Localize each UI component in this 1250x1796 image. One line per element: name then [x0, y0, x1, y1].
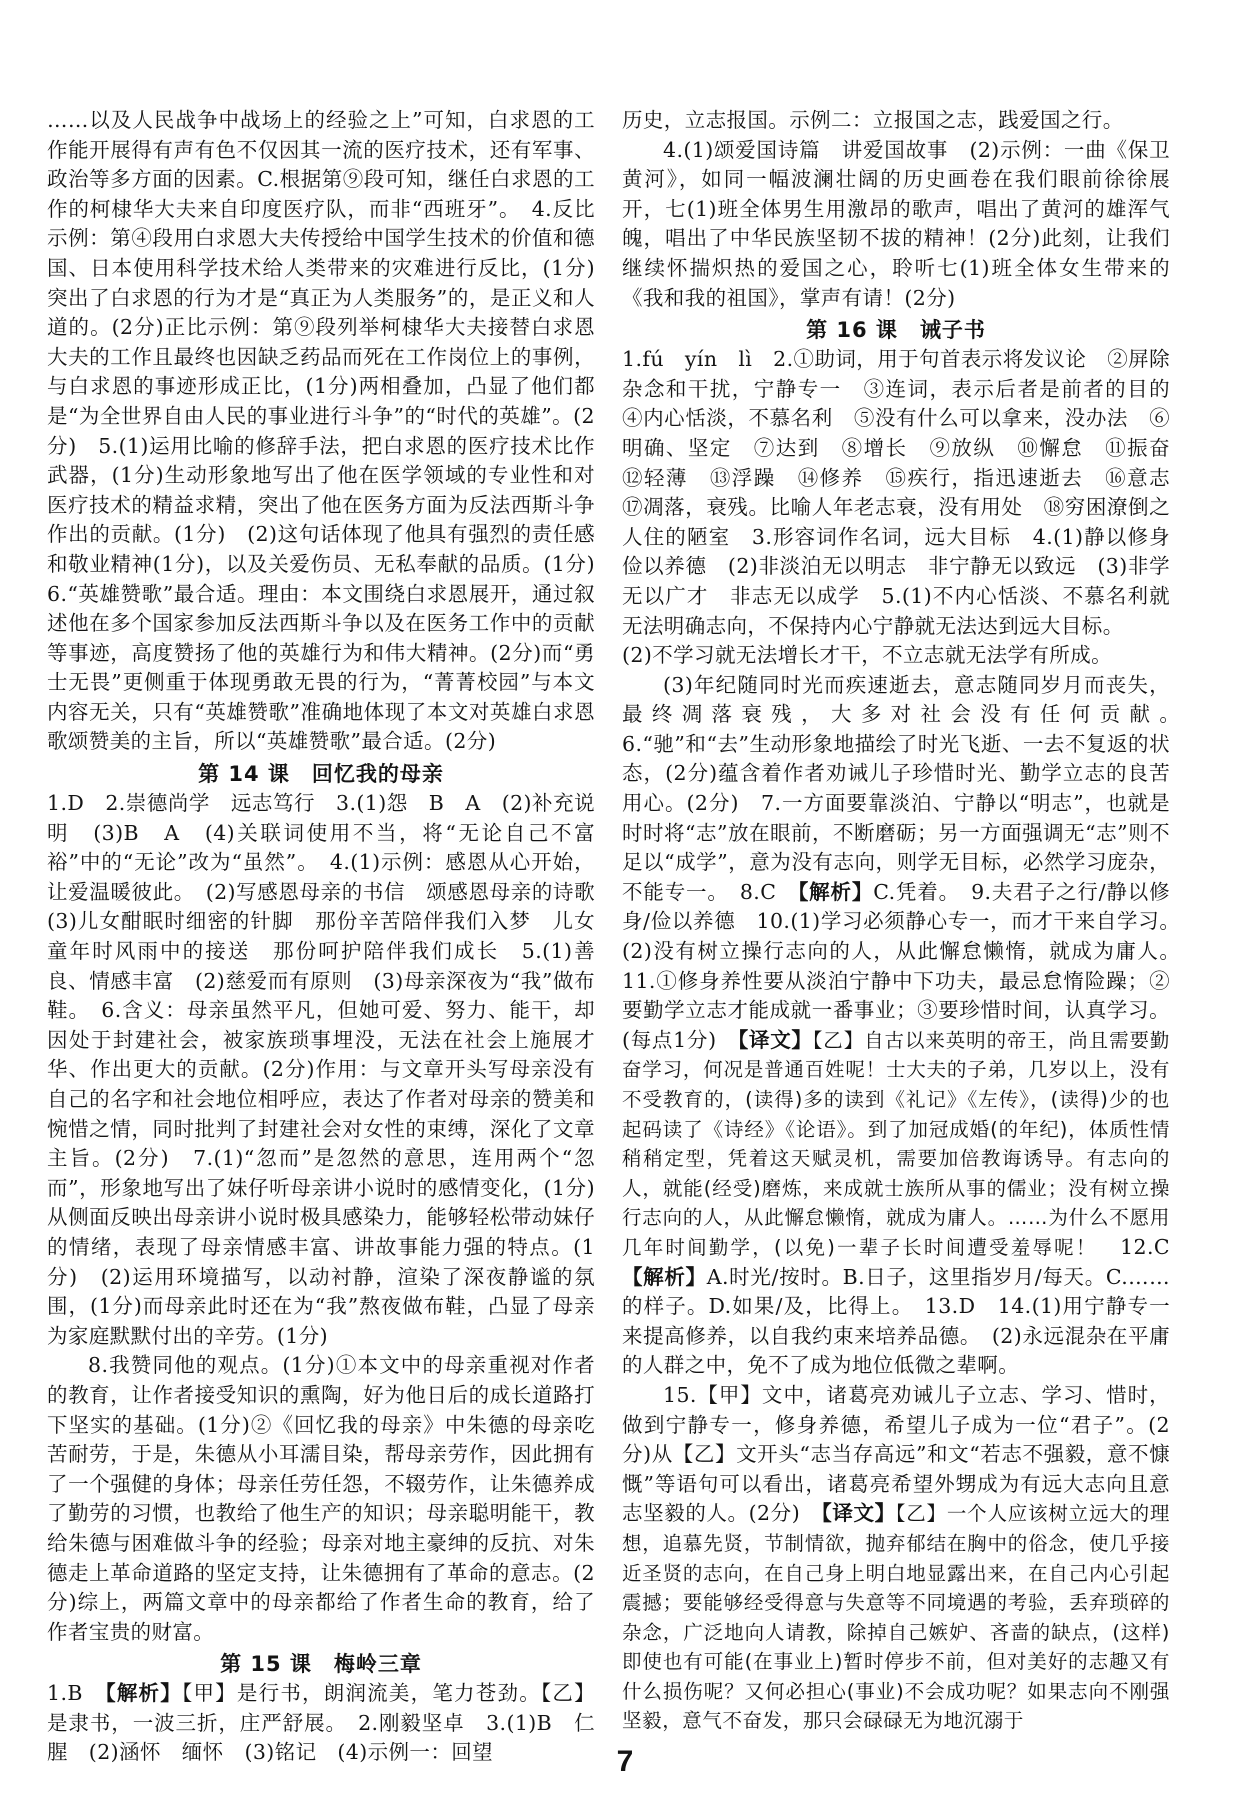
answer-text: A.时光/按时。B.日子，这里指岁月/每天。C.……的样子。D.如果/及，比得上。 13.D 14.(1)用宁静专一来提高修养，以自我约束来培养品德。 (2)永远混杂在平庸的人群之中，免不了成为地位低微之辈啊。 [622, 1264, 1170, 1378]
analysis-tag: 【解析】 [798, 879, 874, 904]
answer-text: C.凭着。 9.夫君子之行/静以修身/俭以养德 10.(1)学习必须静心专一，而才干来自学习。 (2)没有树立操行志向的人，从此懈怠懒惰，就成为庸人。 11.①修身养性要从淡泊宁静中下功夫，最忌怠惰险躁；②要勤学立志才能成就一番事业；③要珍惜时间，认真学习。(每点1分) [622, 879, 1191, 1052]
right-column [622, 106, 1191, 1736]
answer-text: 12.C [1097, 1234, 1191, 1259]
answer-paragraph: 1.fú yín lì 2.①助词，用于句首表示将发议论 ②屏除杂念和干扰，宁静专一 ③连词，表示后者是前者的目的 ④内心恬淡，不慕名利 ⑤没有什么可以拿来，没办法 ⑥明确、坚定 ⑦达到 ⑧增长 ⑨放纵 ⑩懈怠 ⑪振奋 ⑫轻薄 ⑬浮躁 ⑭修养 ⑮疾行，指迅速逝去 ⑯意志 ⑰凋落，衰残。比喻人年老志衰，没有用处 ⑱穷困潦倒之人住的陋室 3.形容词作名词，远大目标 4.(1)静以修身 俭以养德 (2)非淡泊无以明志 非宁静无以致远 (3)非学无以广才 非志无以成学 5.(1)不内心恬淡、不慕名利就无法明确志向，不保持内心宁静就无法达到远大目标。 [622, 347, 1191, 638]
translation-text: 【乙】自古以来英明的帝王，尚且需要勤奋学习，何况是普通百姓呢！士大夫的子弟，几岁以上，没有不受教育的，(读得)多的读到《礼记》《左传》，(读得)少的也起码读了《诗经》《论语》。到了加冠成婚(的年纪)，体质性情稍稍定型，凭着这天赋灵机，需要加倍教诲诱导。有志向的人，就能(经受)磨炼，来成就士族所从事的儒业；没有树立操行志向的人，从此懈怠懒惰，就成为庸人。……为什么不愿用几年时间勤学，(以免)一辈子长时间遭受羞辱呢！ [622, 1028, 1170, 1259]
lesson-16-heading: 第 16 课 诫子书 [806, 318, 986, 343]
answer-paragraph: 4.(1)颂爱国诗篇 讲爱国故事 (2)示例：一曲《保卫黄河》，如同一幅波澜壮阔的历史画卷在我们眼前徐徐展开，七(1)班全体男生用激昂的歌声，唱出了黄河的雄浑气魄，唱出了中华民族坚韧不拔的精神！(2分)此刻，让我们继续怀揣炽热的爱国之心，聆听七(1)班全体女生带来的《我和我的祖国》，掌声有请！(2分) [622, 137, 1170, 310]
answer-paragraph: 1.D 2.崇德尚学 远志笃行 3.(1)怨 B A (2)补充说明 (3)B A (4)关联词使用不当，将“无论自己不富裕”中的“无论”改为“虽然”。 4.(1)示例：感恩从心开始，让爱温暖彼此。 (2)写感恩母亲的书信 颂感恩母亲的诗歌 (3)儿女酣眠时细密的针脚 那份辛苦陪伴我们入梦 儿女童年时风雨中的接送 那份呵护陪伴我们成长 5.(1)善良、情感丰富 (2)慈爱而有原则 (3)母亲深夜为“我”做布鞋。 6.含义：母亲虽然平凡，但她可爱、努力、能干，却因处于封建社会，被家族琐事埋没，无法在社会上施展才华、作出更大的贡献。(2分)作用：与文章开头写母亲没有自己的名字和社会地位相呼应，表达了作者对母亲的赞美和惋惜之情，同时批判了封建社会对女性的束缚，深化了文章主旨。(2分) 7.(1)“忽而”是忽然的意思，连用两个“忽而”，形象地写出了妹仔听母亲讲小说时的感情变化，(1分)从侧面反映出母亲讲小说时极具感染力，能够轻松带动妹仔的情绪，表现了母亲情感丰富、讲故事能力强的特点。(1分) (2)运用环境描写，以动衬静，渲染了深夜静谧的氛围，(1分)而母亲此时还在为“我”熬夜做布鞋，凸显了母亲为家庭默默付出的辛劳。(1分) [47, 791, 616, 1348]
answer-text: 【甲】是行书，朗润流美，笔力苍劲。【乙】是隶书，一波三折，庄严舒展。 2.刚毅坚卓 3.(1)B 仁 腥 (2)涵怀 缅怀 (3)铭记 (4)示例一：回望 [47, 1681, 616, 1765]
translation-text: 【乙】一个人应该树立远大的理想，追慕先贤，节制情欲，抛弃郁结在胸中的俗念，使几乎接近圣贤的志向，在自己身上明白地显露出来，在自己内心引起震撼；要能够经受得意与失意等不同境遇的考验，丢弃琐碎的杂念，广泛地向人请教，除掉自己嫉妒、吝啬的缺点，(这样)即使也有可能(在事业上)暂时停步不前，但对美好的志趣又有什么损伤呢？又何必担心(事业)不会成功呢？如果志向不刚强坚毅，意气不奋发，那只会碌碌无为地沉溺于 [622, 1502, 1170, 1733]
lesson-14-heading: 第 14 课 回忆我的母亲 [198, 762, 444, 787]
answer-paragraph: 8.我赞同他的观点。(1分)①本文中的母亲重视对作者的教育，让作者接受知识的熏陶，好为他日后的成长道路打下坚实的基础。(1分)②《回忆我的母亲》中朱德的母亲吃苦耐劳，于是，朱德从小耳濡目染，帮母亲劳作，因此拥有了一个强健的身体；母亲任劳任怨，不辍劳作，让朱德养成了勤劳的习惯，也教给了他生产的知识；母亲聪明能干，教给朱德与困难做斗争的经验；母亲对地主豪绅的反抗、对朱德走上革命道路的坚定支持，让朱德拥有了革命的意志。(2分)综上，两篇文章中的母亲都给了作者生命的教育，给了作者宝贵的财富。 [47, 1353, 595, 1644]
left-column [47, 106, 616, 1768]
page-number: 7 [616, 1745, 634, 1778]
answer-paragraph: ……以及人民战争中战场上的经验之上”可知，白求恩的工作能开展得有声有色不仅因其一流的医疗技术，还有军事、政治等多方面的因素。C.根据第⑨段可知，继任白求恩的工作的柯棣华大夫来自印度医疗队，而非“西班牙”。 4.反比示例：第④段用白求恩大夫传授给中国学生技术的价值和德国、日本使用科学技术给人类带来的灾难进行反比，(1分)突出了白求恩的行为才是“真正为人类服务”的，是正义和人道的。(2分)正比示例：第⑨段列举柯棣华大夫接替白求恩大夫的工作且最终也因缺乏药品而死在工作岗位上的事例，与白求恩的事迹形成正比，(1分)两相叠加，凸显了他们都是“为全世界自由人民的事业进行斗争”的“时代的英雄”。(2分) 5.(1)运用比喻的修辞手法，把白求恩的医疗技术比作武器，(1分)生动形象地写出了他在医学领域的专业性和对医疗技术的精益求精，突出了他在医务方面为反法西斯斗争作出的贡献。(1分) (2)这句话体现了他具有强烈的责任感和敬业精神(1分)，以及关爱伤员、无私奉献的品质。(1分) 6.“英雄赞歌”最合适。理由：本文围绕白求恩展开，通过叙述他在多个国家参加反法西斯斗争以及在医务工作中的贡献等事迹，高度赞扬了他的英雄行为和伟大精神。(2分)而“勇士无畏”更侧重于体现勇敢无畏的行为，“菁菁校园”与本文内容无关，只有“英雄赞歌”准确地体现了本文对英雄白求恩歌颂赞美的主旨，所以“英雄赞歌”最合适。(2分) [47, 108, 616, 754]
answer-paragraph: 历史，立志报国。示例二：立报国之志，践爱国之行。 [622, 108, 1124, 132]
translation-tag: 【译文】 [738, 1027, 813, 1052]
answer-paragraph [622, 671, 1191, 1381]
translation-tag: 【译文】 [821, 1501, 896, 1526]
analysis-tag: 【解析】 [105, 1681, 182, 1706]
answer-text: 1.B [47, 1681, 106, 1706]
lesson-15-heading: 第 15 课 梅岭三章 [220, 1652, 422, 1677]
answer-text: (3)年纪随同时光而疾速逝去，意志随同岁月而丧失，最终凋落衰残，大多对社会没有任何贡献。 6.“驰”和“去”生动形象地描绘了时光飞逝、一去不复返的状态，(2分)蕴含着作者劝诫儿子珍惜时光、勤学立志的良苦用心。(2分) 7.一方面要靠淡泊、宁静以“明志”，也就是时时将“志”放在眼前，不断磨砺；另一方面强调无“志”则不足以“成学”，意为没有志向，则学无目标，必然学习庞杂，不能专一。 8.C [622, 672, 1191, 904]
answer-text: 15.【甲】文中，诸葛亮劝诫儿子立志、学习、惜时，做到宁静专一，修身养德，希望儿子成为一位“君子”。(2分)从【乙】文开头“志当存高远”和文“若志不强毅，意不慷慨”等语句可以看出，诸葛亮希望外甥成为有远大志向且意志坚毅的人。(2分) [622, 1382, 1170, 1526]
answer-paragraph [622, 1381, 1170, 1736]
answer-paragraph: (2)不学习就无法增长才干，不立志就无法学有所成。 [622, 643, 1113, 668]
analysis-tag: 【解析】 [622, 1264, 707, 1289]
